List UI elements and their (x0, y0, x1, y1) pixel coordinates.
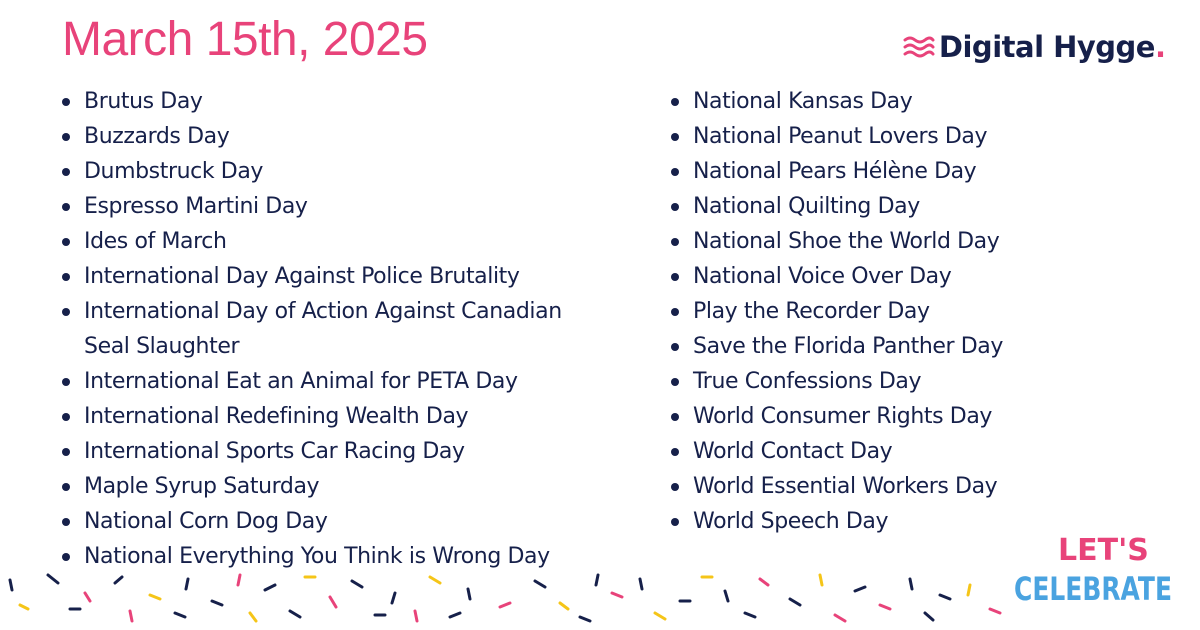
page-title: March 15th, 2025 (62, 13, 428, 66)
holiday-item: International Day of Action Against Canadian Seal Slaughter (62, 294, 562, 364)
holiday-item: True Confessions Day (671, 364, 1151, 399)
holiday-item: Brutus Day (62, 84, 562, 119)
badge-line-2: CELEBRATE (1014, 570, 1172, 608)
holiday-item: International Eat an Animal for PETA Day (62, 364, 562, 399)
holiday-item: National Peanut Lovers Day (671, 119, 1151, 154)
holiday-item: Espresso Martini Day (62, 189, 562, 224)
holiday-item: Maple Syrup Saturday (62, 469, 562, 504)
holiday-item: National Voice Over Day (671, 259, 1151, 294)
brand-logo (903, 30, 1166, 64)
holiday-item: International Sports Car Racing Day (62, 434, 562, 469)
holiday-list-left (62, 84, 562, 574)
badge-line-1: LET'S (1058, 533, 1149, 568)
holiday-item: Play the Recorder Day (671, 294, 1151, 329)
holiday-item: World Speech Day (671, 504, 1151, 539)
wave-logo-icon (903, 35, 933, 59)
holiday-item: National Corn Dog Day (62, 504, 562, 539)
holiday-item: National Pears Hélène Day (671, 154, 1151, 189)
brand-dot: . (1154, 30, 1166, 64)
holiday-item: Buzzards Day (62, 119, 562, 154)
brand-name: Digital Hygge (938, 30, 1155, 64)
holiday-item: World Contact Day (671, 434, 1151, 469)
holiday-item: Ides of March (62, 224, 562, 259)
holiday-item: World Essential Workers Day (671, 469, 1151, 504)
holiday-item: International Day Against Police Brutality (62, 259, 562, 294)
holiday-item: National Quilting Day (671, 189, 1151, 224)
holiday-item: Dumbstruck Day (62, 154, 562, 189)
holiday-item: International Redefining Wealth Day (62, 399, 562, 434)
holiday-list-right (671, 84, 1151, 539)
holiday-item: National Shoe the World Day (671, 224, 1151, 259)
lets-celebrate-badge (1010, 528, 1180, 608)
holiday-item: National Kansas Day (671, 84, 1151, 119)
holiday-item: World Consumer Rights Day (671, 399, 1151, 434)
holiday-item: National Everything You Think is Wrong Day (62, 539, 562, 574)
holiday-item: Save the Florida Panther Day (671, 329, 1151, 364)
